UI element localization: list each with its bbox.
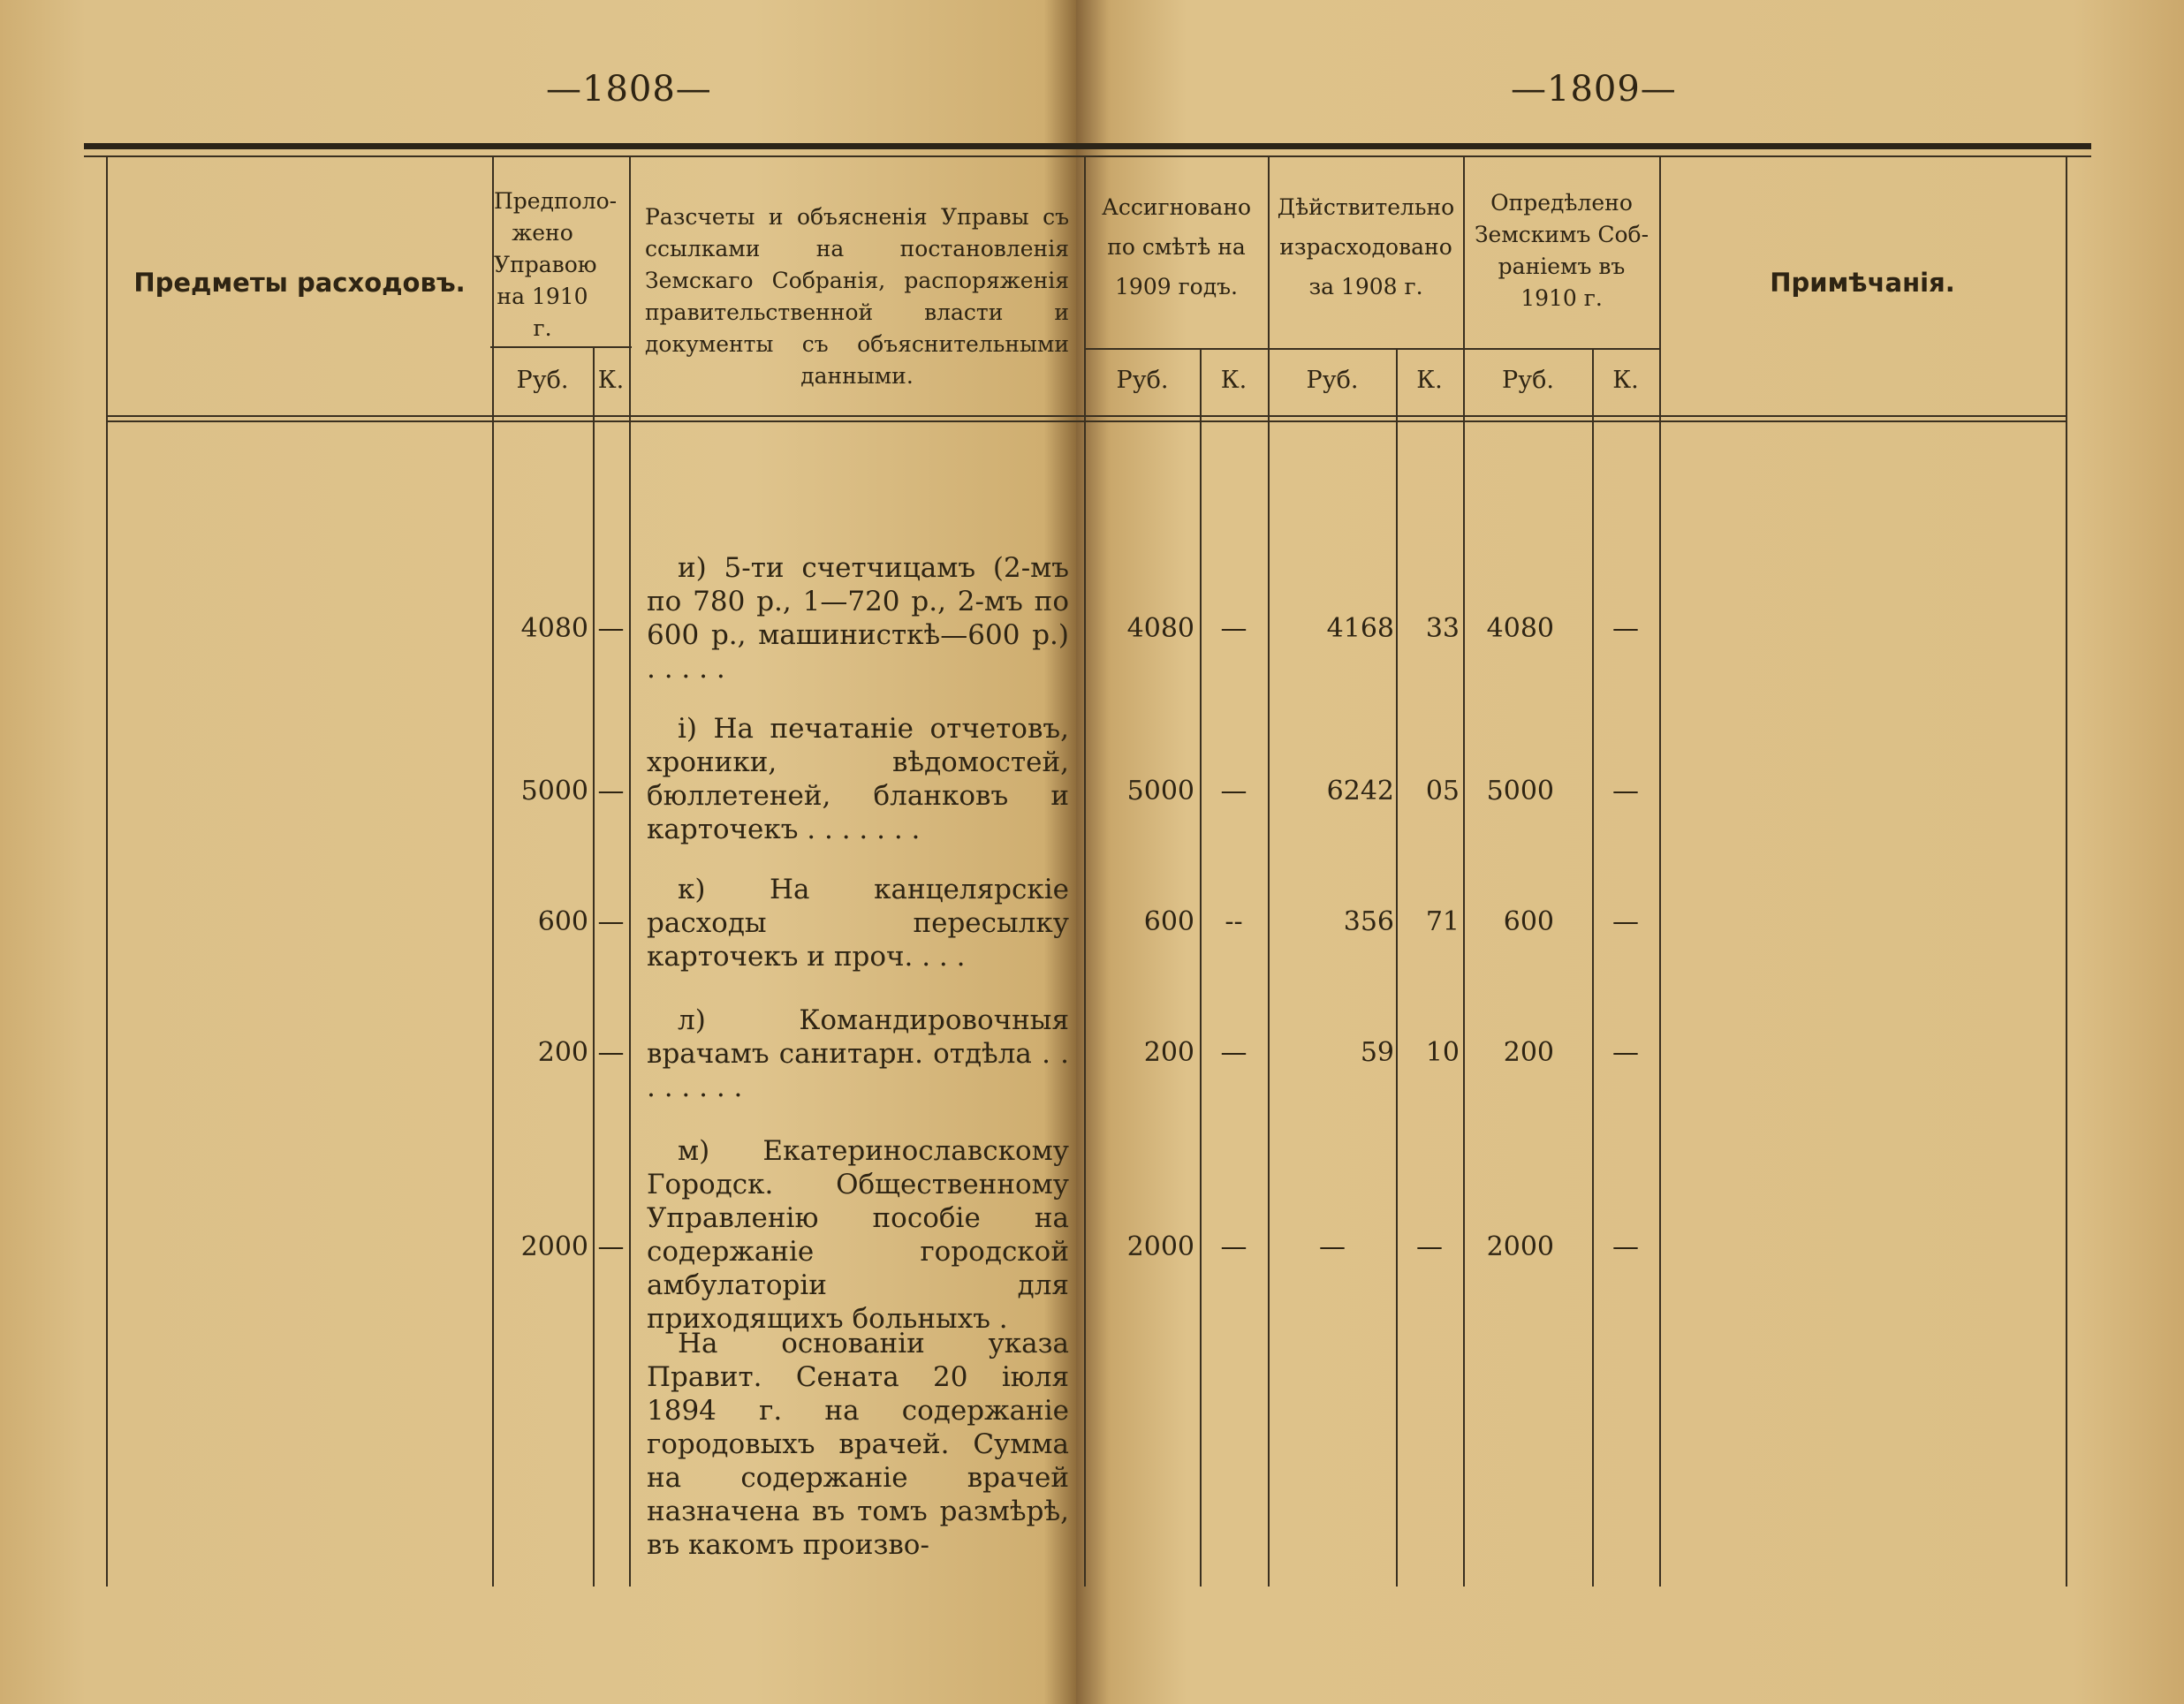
row-4-proposed-rub: 2000	[520, 1231, 588, 1262]
row-3-proposed-rub: 200	[537, 1037, 588, 1068]
row-3-assigned-rub: 200	[1143, 1037, 1194, 1068]
row-3-determined-kop: —	[1612, 1037, 1639, 1068]
subheader-kop: К.	[1612, 367, 1639, 394]
col-line-2	[593, 346, 595, 1587]
note-paragraph: На основаніи указа Правит. Сената 20 іюля 1894 г. на содержаніе городовыхъ врачей. Сумма на содержаніе врачей назначена въ томъ размѣрѣ, въ какомъ произво-	[647, 1328, 1069, 1561]
subheader-kop: К.	[1220, 367, 1247, 394]
row-4-actual-rub: —	[1319, 1231, 1346, 1262]
subheader-kop: К.	[1416, 367, 1443, 394]
row-0-assigned-rub: 4080	[1126, 613, 1194, 644]
row-3-actual-kop: 10	[1425, 1037, 1460, 1068]
row-3-determined-rub: 200	[1503, 1037, 1554, 1068]
row-2-proposed-kop: —	[597, 906, 625, 937]
row-4-actual-kop: —	[1416, 1231, 1443, 1262]
col-line-5	[1200, 348, 1202, 1587]
row-4-determined-rub: 2000	[1486, 1231, 1554, 1262]
row-0-proposed-rub: 4080	[520, 613, 588, 644]
row-0-description: и) 5-ти счетчицамъ (2-мъ по 780 р., 1—720 р., 2-мъ по 600 р., машинисткѣ—600 р.) . . . . .	[647, 552, 1069, 685]
col-line-6	[1268, 155, 1270, 1587]
row-1-description: і) На печатаніе отчетовъ, хроники, вѣдомостей, бюллетеней, бланковъ и карточекъ . . . . . . .	[647, 713, 1069, 845]
col-line-4	[1084, 155, 1086, 1587]
row-1-actual-kop: 05	[1425, 776, 1460, 807]
header-notes: Примѣчанія.	[1770, 268, 1955, 298]
col-line-7	[1396, 348, 1398, 1587]
header-actual: Дѣйствительно израсходовано за 1908 г.	[1277, 194, 1455, 299]
subheader-rub: Руб.	[1116, 367, 1169, 394]
row-3-proposed-kop: —	[597, 1037, 625, 1068]
row-4-determined-kop: —	[1612, 1231, 1639, 1262]
subheader-rub: Руб.	[516, 367, 569, 394]
row-1-determined-kop: —	[1612, 776, 1639, 807]
subheader-rule-right	[1085, 348, 1659, 350]
row-0-determined-rub: 4080	[1486, 613, 1554, 644]
row-3-assigned-kop: —	[1220, 1037, 1247, 1068]
header-bottom-rule-1	[106, 415, 2067, 417]
col-line-8	[1463, 155, 1465, 1587]
header-proposed: Предполо- жено Управою на 1910 г.	[494, 188, 618, 341]
header-assigned: Ассигновано по смѣтѣ на 1909 годъ.	[1101, 194, 1252, 299]
row-1-determined-rub: 5000	[1486, 776, 1554, 807]
subheader-rub: Руб.	[1306, 367, 1359, 394]
header-subject: Предметы расходовъ.	[133, 268, 466, 298]
row-1-assigned-kop: —	[1220, 776, 1247, 807]
top-rule-right	[1082, 143, 2091, 149]
row-3-actual-rub: 59	[1360, 1037, 1394, 1068]
row-2-proposed-rub: 600	[537, 906, 588, 937]
subheader-rule-proposed	[490, 346, 632, 348]
row-2-actual-kop: 71	[1425, 906, 1460, 937]
row-0-assigned-kop: —	[1220, 613, 1247, 644]
row-4-description: м) Екатеринославскому Городск. Общественному Управленію пособіе на содержаніе городской амбулаторіи для приходящихъ больныхъ .	[647, 1135, 1069, 1335]
top-rule-left	[84, 143, 1082, 149]
row-1-assigned-rub: 5000	[1126, 776, 1194, 807]
top-rule-thin	[84, 155, 2091, 157]
header-bottom-rule-2	[106, 420, 2067, 422]
row-2-determined-kop: —	[1612, 906, 1639, 937]
col-line-11	[2066, 155, 2067, 1587]
row-2-determined-rub: 600	[1503, 906, 1554, 937]
col-line-9	[1592, 348, 1594, 1587]
row-2-actual-rub: 356	[1343, 906, 1394, 937]
row-0-proposed-kop: —	[597, 613, 625, 644]
row-2-description: к) На канцелярскіе расходы пересылку карточекъ и проч. . . .	[647, 874, 1069, 973]
row-0-actual-rub: 4168	[1326, 613, 1394, 644]
right-page-number: —1809—	[1511, 69, 1677, 110]
subheader-rub: Руб.	[1502, 367, 1554, 394]
row-0-determined-kop: —	[1612, 613, 1639, 644]
row-4-proposed-kop: —	[597, 1231, 625, 1262]
row-1-actual-rub: 6242	[1326, 776, 1394, 807]
row-2-assigned-rub: 600	[1143, 906, 1194, 937]
col-line-0	[106, 155, 108, 1587]
row-3-description: л) Командировочныя врачамъ санитарн. отдѣла . . . . . . . .	[647, 1004, 1069, 1103]
row-1-proposed-rub: 5000	[520, 776, 588, 807]
subheader-kop: К.	[597, 367, 625, 394]
col-line-10	[1659, 155, 1661, 1587]
col-line-3	[629, 155, 631, 1587]
row-1-proposed-kop: —	[597, 776, 625, 807]
left-page-number: —1808—	[546, 69, 712, 110]
header-determined: Опредѣлено Земскимъ Соб- раніемъ въ 1910 г.	[1474, 190, 1649, 311]
row-4-assigned-kop: —	[1220, 1231, 1247, 1262]
header-explanations: Разсчеты и объясненія Управы съ ссылками на постановленія Земскаго Собранія, распоряженія правительственной власти и документы съ объяснительными данными.	[645, 204, 1069, 389]
row-0-actual-kop: 33	[1425, 613, 1460, 644]
row-2-assigned-kop: --	[1225, 906, 1243, 937]
row-4-assigned-rub: 2000	[1126, 1231, 1194, 1262]
